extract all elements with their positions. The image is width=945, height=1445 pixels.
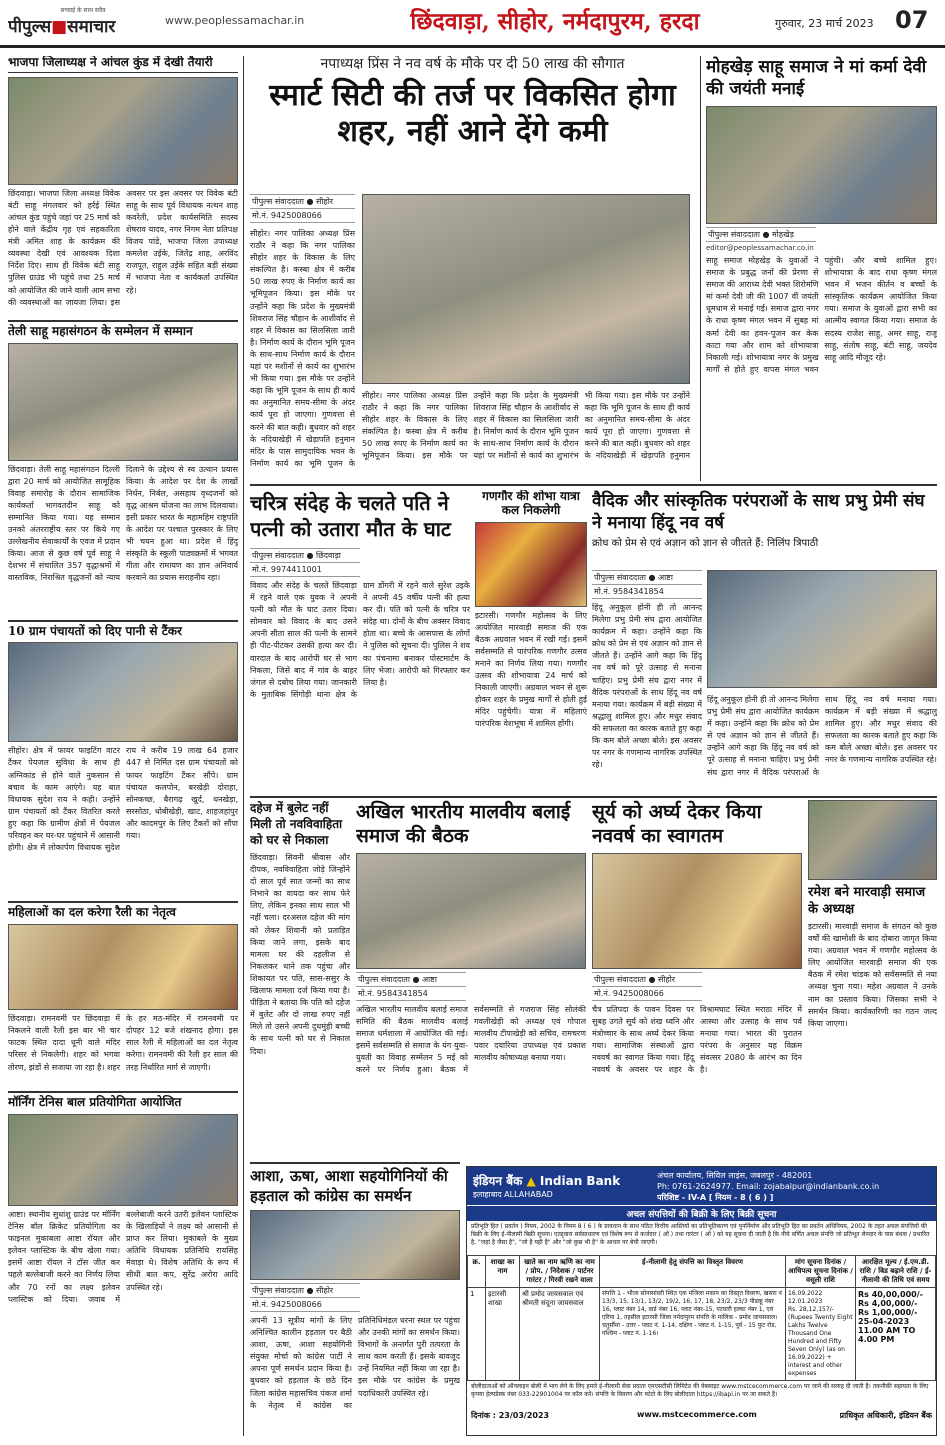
headline-bjp: भाजपा जिलाध्यक्ष ने आंचल कुंड में देखी तैयारी	[8, 56, 238, 73]
headline-teli: तेली साहू महासंगठन के सम्मेलन में सम्मान	[8, 320, 238, 339]
ramesh-story	[808, 800, 937, 1160]
row-reserve	[856, 1288, 936, 1381]
page-number: 07	[895, 6, 929, 34]
recovery-amount: Rs. 28,12,157/- (Rupees Twenty Eight Lakhs Twelve Thousand One Hundred and Fifty Seven Only) (as on 16.09.2022) + interest and other expenses	[788, 1306, 853, 1377]
bank-name-hindi: इंडियन बैंक	[473, 1174, 523, 1188]
charitra-mobile: मो.नं. 9974411001	[250, 563, 360, 577]
article-vaidik-body-1: हिंदू अनुकूल होनी ही तो आनन्द मिलेगा प्रभु प्रेमी संघ द्वारा आयोजित कार्यक्रम में कहा। उन्होंने कहा कि क्रोध को प्रेम से एवं अज्ञान को ज्ञान से जीतते हैं। उन्होंने आगे कहा कि हिंदू नव वर्ष को पूरे उत्साह से मनाना चाहिए। प्रभु प्रेमी संघ द्वारा नगर में वैदिक परंपराओं के साथ हिंदू नव वर्ष मनाया गया। कार्यक्रम में बड़ी संख्या में श्रद्धालु शामिल हुए। और मधुर संवाद की सफलता का कारक बताते हुए कहा कि कम बोले अच्छा बोले। इस अवसर पर नगर के गणमान्य नागरिक उपस्थित रहे।	[592, 603, 702, 770]
article-gangaur-body: इटारसी। गणगौर महोत्सव के लिए आयोजित मारवाड़ी समाज की एक बैठक अग्रवाल भवन में रखी गई। इसमें सर्वसम्मति से पारंपरिक गणगौर उत्सव मनाने का निर्णय लिया गया। गणगौर उत्सव की शोभायात्रा 24 मार्च को निकाली जाएगी। अग्रवाल भवन से शुरू होकर शहर के प्रमुख मार्गों से होती हुई मंदिर पहुंचेगी। यात्रा में महिलाएं पारंपरिक वेशभूषा में शामिल होंगी।	[475, 610, 587, 729]
logo-tagline: सच्चाई के साथ सदैव	[60, 7, 106, 14]
section-divider	[250, 1162, 460, 1164]
article-mahila-body: छिंदवाड़ा। रामनवमी पर छिंदवाड़ा में निकलने वाली रैली इस बार भी चार फाटक स्थित दादा धूनी वाले मंदिर परिसर से निकलेगी। शहर को भगवा तोरण, झंडों से सजाया जा रहा है। शहर के हर मठ-मंदिर में रामनवमी पर दोपहर 12 बजे शंखनाद होगा। इस साल रैली में महिलाओं का दल नेतृत्व करेगा। रामनवमी की रैली हर साल की तरह निर्धारित मार्ग से जाएगी।	[8, 1014, 238, 1072]
ad-signature: प्राधिकृत अधिकारी, इंडियन बैंक	[839, 1411, 932, 1420]
article-charitra-body: विवाद और संदेह के चलते छिंदवाड़ा में रहने वाले एक युवक ने अपनी पत्नी को मौत के घाट उतार दिया। सोमवार को विवाद के बाद उसने अपनी सीता साल की पत्नी के सामने ही पीट-पीटकर उसकी हत्या कर दी। वारदात के बाद आरोपी घर से भाग निकला, जिसे बाद में गांव के बाहर जंगल से दबोच लिया गया। जानकारी के मुताबिक सिंगोड़ी थाना क्षेत्र के ग्राम डोंगरी में रहने वाले सुरेश उइके ने अपनी 45 वर्षीय पत्नी की हत्या कर दी। पति को पत्नी के चरित्र पर संदेह था। दोनों के बीच अक्सर विवाद होता था। बच्चे के आसपास के लोगों ने पुलिस को सूचना दी। पुलिस ने शव का पंचनामा बनाकर पोस्टमार्टम के लिए भेजा। आरोपी को गिरफ्तार कर लिया है।	[250, 581, 470, 699]
photo-bjp	[8, 77, 238, 185]
article-vaidik-body-2: हिंदू अनुकूल होनी ही तो आनन्द मिलेगा प्रभु प्रेमी संघ द्वारा आयोजित कार्यक्रम में कहा। उन्होंने कहा कि क्रोध को प्रेम से एवं अज्ञान को ज्ञान से जीतते हैं। उन्होंने आगे कहा कि हिंदू नव वर्ष को पूरे उत्साह से मनाना चाहिए। प्रभु प्रेमी संघ द्वारा नगर में वैदिक परंपराओं के साथ हिंदू नव वर्ष मनाया गया। कार्यक्रम में बड़ी संख्या में श्रद्धालु शामिल हुए। और मधुर संवाद की सफलता का कारक बताते हुए कहा कि कम बोले अच्छा बोले। इस अवसर पर नगर के गणमान्य नागरिक उपस्थित रहे।	[707, 695, 937, 777]
lead-story	[250, 56, 695, 476]
asha-byline: पीपुल्स संवाददाता ● सीहोर	[250, 1283, 360, 1298]
article-malviya-body: अखिल भारतीय मालवीय बलाई समाज समिति की बैठक मालवीय बलाई समाज धर्मशाला में आयोजित की गई। इसमें सर्वसम्मति से समाज के यंग युवा-युवती का विवाह सम्मेलन 5 मई को करने पर निर्णय हुआ। बैठक में सर्वसम्मति से गजराज सिंह सोलंकी गवलीखेड़ी को अध्यक्ष एवं गोपाल मालवीय टीपाखेड़ी को सचिव, रामचरण पवार दयारिया उपाध्यक्ष एवं प्रकाश मालवीय कोषाध्यक्ष बनाया गया।	[356, 1005, 586, 1075]
headline-vaidik: वैदिक और सांस्कृतिक परंपराओं के साथ प्रभु प्रेमी संघ ने मनाया हिंदू नव वर्ष	[592, 491, 925, 533]
malviya-mobile: मो.नं. 9584341854	[356, 987, 466, 1001]
emd-amount: Rs 4,00,000/-	[858, 1299, 918, 1308]
vaidik-byline: पीपुल्स संवाददाता ● आष्टा	[592, 570, 702, 585]
gangaur-story	[475, 490, 587, 790]
lead-body-col1: सीहोर। नगर पालिका अध्यक्ष प्रिंस राठौर ने कहा कि नगर पालिका सीहोर शहर के विकास के लिए संकल्पित है। कस्बा क्षेत्र में करीब 50 लाख रुपए के निर्माण कार्य का भूमिपूजन किया। इस मौके पर उन्होंने कहा कि प्रदेश के मुख्यमंत्री शिवराज सिंह चौहान के आशीर्वाद से शहर में विकास का सिलसिला जारी है। निर्माण कार्य के दौरान भूमि पूजन के साथ-साथ निर्माण कार्य के दौरान यहां पर मशीनों से कार्य का शुभारंभ भी किया गया। इस मौके पर उन्होंने कहा कि भूमि पूजन के साथ ही कार्य का अनुमानित समय-सीमा के अंदर कार्य पूरा हो जाएगा। गुणवत्ता से करने की बात कही। बुधवार को शहर के नदियाखेड़ी में खेड़ापति हनुमान मंदिर के पास सामुदायिक भवन के निर्माण कार्य का भूमि पूजन के	[250, 229, 355, 468]
ad-date: दिनांक : 23/03/2023	[471, 1411, 550, 1420]
mohkhed-byline: पीपुल्स संवाददाता ● मोहखेड़	[706, 227, 816, 242]
surya-mobile: मो.नं. 9425008066	[592, 987, 702, 1001]
auction-date: 25-04-2023	[858, 1317, 910, 1326]
headline-charitra: चरित्र संदेह के चलते पति ने पत्नी को उतारा मौत के घाट	[250, 491, 452, 541]
surya-story	[592, 800, 802, 1160]
logo-name-1: पीपुल्स	[8, 17, 52, 37]
reserve-price: Rs 40,00,000/-	[858, 1290, 923, 1299]
surya-byline: पीपुल्स संवाददाता ● सीहोर	[592, 972, 702, 987]
bank-auction-ad	[466, 1166, 937, 1436]
photo-teli	[8, 343, 238, 461]
lead-headline: स्मार्ट सिटी की तर्ज पर विकसित होगा शहर, नहीं आने देंगे कमी	[269, 78, 676, 150]
headline-tanker: 10 ग्राम पंचायतों को दिए पानी से टैंकर	[8, 620, 238, 639]
row-branch: इटारसी शाखा	[486, 1288, 520, 1381]
lead-byline: पीपुल्स संवाददाता ● सीहोर	[250, 194, 355, 209]
photo-gangaur	[475, 522, 587, 607]
row-demand	[786, 1288, 856, 1381]
col-branch: शाखा का नाम	[486, 1256, 520, 1288]
photo-malviya	[356, 853, 586, 969]
headline-tennis: मॉर्निंग टेनिस बाल प्रतियोगिता आयोजित	[8, 1091, 238, 1110]
asha-story	[250, 1166, 460, 1436]
headline-malviya: अखिल भारतीय मालवीय बलाई समाज की बैठक	[356, 801, 571, 847]
ad-phone: Ph: 0761-2624977. Email: zojabalpur@indianbank.co.in	[657, 1182, 880, 1191]
col-demand: मांग सूचना दिनांक / आधिपत्य सूचना दिनांक / वसूली राशि	[786, 1256, 856, 1288]
article-teli-body: छिंदवाड़ा। तेली साहू महासंगठन दिल्ली द्वारा 20 मार्च को आयोजित सामूहिक विवाह समारोह के दौरान सामाजिक कार्यकर्ता भागवतदीन साहू को सम्मानित किया गया। यह सम्मान उनको अंतरराष्ट्रीय स्तर पर किये गए उल्लेखनीय सेवाकार्यों के एवज में प्रदान किया। आज से कुछ वर्ष पूर्व साहू ने देशभर में संचालित 357 वृद्धाश्रमों में वास्तविक, निराश्रित वृद्धजनों को न्याय दिलाने के उद्देश्य से स्व उत्थान प्रयास किया। के आदेश पर देश के लाखों निर्धन, निर्बल, असहाय वृध्दजनों को वृद्ध आश्रम योजना का लाभ दिलवाया। इसी प्रकार भारत के महामहिम राष्ट्रपति के आदेश पर पश्चात पुरस्कार के लिए भी चयन हुआ था। प्रदेश में हिंदू संस्कृति के स्कूली पाठ्यक्रमों में भगवत गीता और रामायण का ज्ञान अनिवार्य करवाने का प्रयास सराहनीय रहा।	[8, 464, 238, 583]
charitra-story	[250, 490, 470, 790]
vaidik-story	[592, 490, 937, 790]
section-divider	[250, 796, 937, 798]
lead-body-col2: सीहोर। नगर पालिका अध्यक्ष प्रिंस राठौर ने कहा कि नगर पालिका सीहोर शहर के विकास के लिए संकल्पित है। कस्बा क्षेत्र में करीब 50 लाख रुपए के निर्माण कार्य का भूमिपूजन किया। इस मौके पर उन्होंने कहा कि प्रदेश के मुख्यमंत्री शिवराज सिंह चौहान के आशीर्वाद से शहर में विकास का सिलसिला जारी है। निर्माण कार्य के दौरान भूमि पूजन के साथ-साथ निर्माण कार्य के दौरान यहां पर मशीनों से कार्य का शुभारंभ भी किया गया। इस मौके पर उन्होंने कहा कि भूमि पूजन के साथ ही कार्य का अनुमानित समय-सीमा के अंदर कार्य पूरा हो जाएगा। गुणवत्ता से करने की बात कही। बुधवार को शहर के नदियाखेड़ी में खेड़ापति हनुमान	[362, 391, 690, 461]
edition-title: छिंदवाड़ा, सीहोर, नर्मदापुरम, हरदा	[410, 8, 700, 35]
photo-tennis	[8, 1114, 238, 1206]
article-mohkhed-body: साहू समाज मोहखेड़ के युवाओं ने समाज के प्रबुद्ध जनों की प्रेरणा से समाज की आराध्य देवी भक्त शिरोमणि मां कर्मा देवी जी की 1007 वीं जयंती धूमधाम से मनाई गई। समाज द्वारा नगर के राधा कृष्ण मंगल भवन में सुबह मां कर्मा देवी का हवन-पूजन कर केक काटा गया और शाम को शोभायात्रा निकाली गई। शोभायात्रा नगर के प्रमुख मार्गों से होते हुए वापस मंगल भवन पहुंची। और बच्चे शामिल हुए। शोभायात्रा के बाद राधा कृष्ण मंगल भवन में भजन कीर्तन व बच्चों के सांस्कृतिक कार्यक्रम आयोजित किया गया। समाज के युवाओं द्वारा सभी का आत्मीय स्वागत किया गया। समाज के सदस्य राजेश साहू, अमर साहू, राजू साहू, संतोष साहू, बंटी साहू, जयदेव साहू आदि मौजूद रहे।	[706, 256, 937, 374]
photo-asha	[250, 1210, 460, 1280]
ad-notice-title: अचल संपत्तियों की बिक्री के लिए बिक्री सूचना	[467, 1205, 936, 1221]
ad-office: अंचल कार्यालय, सिविल लाइंस, जबलपुर - 482001	[657, 1171, 813, 1180]
logo-name-2: समाचार	[67, 17, 116, 37]
article-asha-body: अपनी 13 सूत्रीय मांगों के लिए अनिश्चित कालीन हड़ताल पर बैठी आशा, ऊषा, आशा सहयोगिनी संयुक्त मोर्चा को कांग्रेस पार्टी ने अपना पूर्ण समर्थन प्रदान किया है। बुधवार को हड़ताल के छठे दिन जिला कांग्रेस महासचिव पंकज शर्मा के नेतृत्व में कांग्रेस का प्रतिनिधिमंडल धरना स्थल पर पहुंचा और उनकी मांगों का समर्थन किया। विभागों के अन्तर्गत पुरी तत्परता के साथ काम करती हैं। इसके बावजूद उन्हें नियमित नहीं किया जा रहा है। इस मौके पर कांग्रेस के प्रमुख पदाधिकारी उपस्थित रहे।	[250, 1316, 460, 1410]
col-reserve: आरक्षित मूल्य / ई.एम.डी. राशि / बिड बढ़ाने राशि / ई-नीलामी की तिथि एवं समय	[856, 1256, 936, 1288]
mohkhed-email[interactable]: editor@peoplessamachar.co.in	[706, 244, 814, 252]
newspaper-logo: सच्चाई के साथ सदैव पीपुल्स■समाचार	[8, 6, 158, 38]
photo-smartcity	[362, 194, 690, 384]
col-property: ई-नीलामी हेतु संपत्ति का विस्तृत विवरण	[600, 1256, 786, 1288]
article-tennis-body: आष्टा। स्थानीय सुधांशु ग्राउंड पर मॉर्निंग टेनिस बॉल क्रिकेट प्रतियोगिता का फाइनल मुकाबला आष्टा रॉयल और इलेवन प्लास्टिक के बीच खेला गया। इसमें आष्टा रॉयल ने टॉस जीत कर पहले बल्लेबाजी करने का निर्णय लिया और 70 रनों का लक्ष्य इलेवन प्लास्टिक को दिया। जवाब में बल्लेबाजी करने उतरी इलेवन प्लास्टिक के खिलाड़ियों ने लक्ष्य को आसानी से प्राप्त कर लिया। मुकाबले के मुख्य अतिथि विधायक प्रतिनिधि रायसिंह मेवाड़ा थे। विशेष अतिथि के रूप में सीधी बात कप, सुरेंद्र अरोरा आदि उपस्थित रहे।	[8, 1209, 238, 1304]
charitra-byline: पीपुल्स संवाददाता ● छिंदवाड़ा	[250, 548, 360, 563]
bank-name-english: Indian Bank	[539, 1174, 621, 1188]
auction-table	[467, 1255, 936, 1381]
photo-mahila	[8, 924, 238, 1010]
col-borrower: खाते का नाम ऋणि का नाम / प्रोप. / निदेशक / पार्टनर गारंटर / गिरवी रखने वाला	[520, 1256, 600, 1288]
headline-mahila: महिलाओं का दल करेगा रैली का नेतृत्व	[8, 901, 238, 920]
row-sno: 1	[468, 1288, 486, 1381]
asha-mobile: मो.नं. 9425008066	[250, 1298, 360, 1312]
headline-surya: सूर्य को अर्घ्य देकर किया नववर्ष का स्वागतम	[592, 801, 762, 847]
dahej-story	[250, 800, 350, 1160]
row-property: संपत्ति 1 - भौजा सोनासांवरी स्थित एक मंजिला मकान का विस्तृत विवरण, खसरा नं 13/3, 15, 13/1, 13/2, 19/2, 16, 17, 18, 23/2, 23/3 पीडव्हू नंबर 16, प्लाट नंबर 14, वार्ड नंबर 16, प्लाट नंबर-15, पटवारी हल्का नंबर 1, एवं एरिया 1, तहसील इटारसी जिला नर्मदापुरम संपत्ति के मालिक - प्रमोद जायसवाल। चतुर्सीमा - उत्तर - प्लाट नं. 1-14, दक्षिण - प्लाट नं. 1-15, पूर्व - 15 फुट रोड, पश्चिम - प्लाट नं. 1-16।	[600, 1288, 786, 1381]
lead-mobile: मो.नं. 9425008066	[250, 209, 355, 223]
allahabad-logo: इलाहाबाद ALLAHABAD	[473, 1190, 553, 1199]
col-sno: क्र.	[468, 1256, 486, 1288]
column-divider	[243, 56, 244, 1436]
bid-increment: Rs 1,00,000/-	[858, 1308, 918, 1317]
photo-surya	[592, 853, 802, 969]
mohkhed-story	[706, 56, 937, 481]
article-bjp-body: छिंदवाड़ा। भाजपा जिला अध्यक्ष विवेक बंटी साहू मंगलवार को हर्रई स्थित आंचल कुंड पहुंचे जहां पर 25 मार्च को होने वाले केंद्रीय गृह एवं सहकारिता मंत्री अमित शाह के कार्यक्रम की व्यवस्था देखी एवं आवश्यक दिशा निर्देश दिए। साथ ही विवेक बंटी साहू पुलिस ग्राउंड भी पहुंचे तथा 25 मार्च को आयोजित की जाने वाली आम सभा की व्यवस्थाओं का जायजा लिया। इस अवसर पर इस अवसर पर विवेक बंटी साहू के साथ पूर्व विधायक नत्थन शाह कवरेती, प्रदेश कार्यसमिति सदस्य शेषराव यादव, नगर निगम नेता प्रतिपक्ष विजय पांडे, भाजपा जिला उपाध्यक्ष कमलेश उईके, जितेंद्र शाह, अरविंद राजपूत, राहुल उईके सहित बड़ी संख्या में भाजपा नेता व कार्यकर्ता उपस्थित रहे।	[8, 188, 238, 307]
vaidik-subhead: क्रोध को प्रेम से एवं अज्ञान को ज्ञान से जीतते हैं: निलिंप त्रिपाठी	[592, 538, 819, 549]
article-dahej-body: छिंदवाड़ा। सिवनी श्रीवास और दीपक, नवविवाहिता जोड़े जिन्होंने दो साल पूर्व सात जन्मों का साथ निभाने का वायदा कर साथ फेरे लिए, लेकिन इनका साथ साल भी नहीं चला। दरअसल दहेज की मांग को लेकर शिवानी को प्रताड़ित किया जाने लगा, इसके बाद मामला घर की दहलीज से निकलकर थाने तक पहुंचा और शिकायत पर पति, सास-ससुर के खिलाफ मामला दर्ज किया गया है। पीड़िता ने बताया कि पति को दहेज में बुलेट और दो लाख रुपए नहीं मिले तो उसने अपनी दुधमुंही बच्ची के साथ पत्नी को घर से निकाल दिया।	[250, 853, 350, 1056]
column-divider	[700, 56, 701, 481]
photo-ramesh	[808, 800, 937, 880]
website-link[interactable]: www.peoplessamachar.in	[165, 14, 305, 27]
article-tanker-body: सीहोर। क्षेत्र में फायर फाइटिंग वाटर टैंकर पेयजल सुविधा के साथ ही अग्निकांड से होने वाले नुकसान से बचाव के काम आएंगे। यह बात विधायक सुदेश राय ने कही। उन्होंने ग्राम पंचायतों को टैंकर वितरित करते हुए कहा कि ग्रामीण क्षेत्रों में पेयजल परिवहन कर घर-घर पहुंचाने में आसानी होगी। क्षेत्र में लोकार्पण विधायक सुदेश राय ने करीब 19 लाख 64 हजार 447 से निर्मित दस ग्राम पंचायतों को फायर फाइटिंग टैंकर सौंपे। ग्राम पंचायत कलपोन, बरखेड़ी दोराहा, सोनकच्छ, बैरागढ़ खुर्द, थनखेड़ा, सरसोठा, धोबीखेड़ी, खाट, शाहजहांपुर और कादमपुर के लिए टैंकरों को सौंपा गया।	[8, 746, 238, 853]
possession-date: 12.01.2023	[788, 1298, 823, 1305]
auction-time: 11.00 AM TO 4.00 PM	[858, 1326, 916, 1344]
section-divider	[250, 484, 937, 486]
photo-tanker	[8, 642, 238, 742]
demand-date: 16.09.2022	[788, 1290, 823, 1297]
malviya-byline: पीपुल्स संवाददाता ● आष्टा	[356, 972, 466, 987]
photo-mohkhed	[706, 106, 937, 224]
vaidik-mobile: मो.नं. 9584341854	[592, 585, 702, 599]
headline-asha: आशा, ऊषा, आशा सहयोगिनियों की हड़ताल को कांग्रेस का समर्थन	[250, 1167, 448, 1205]
ad-appendix: परिशिष्ट - IV-A [ नियम - 8 ( 6 ) ]	[657, 1193, 774, 1202]
left-column	[8, 56, 238, 1436]
headline-ramesh: रमेश बने मारवाड़ी समाज के अध्यक्ष	[808, 885, 926, 917]
ad-site-link[interactable]: www.mstcecommerce.com	[637, 1410, 757, 1419]
article-ramesh-body: इटारसी। मारवाड़ी समाज के संगठन को कुछ वर्षों की खामोशी के बाद दोबारा जागृत किया गया। अग्रवाल भवन में गणगौर महोत्सव के लिए आयोजित मारवाड़ी समाज की एक बैठक में रमेश चांडक को सर्वसम्मति से नया अध्यक्ष चुना गया। महेश अग्रवाल ने उनके नाम का प्रस्ताव किया। जिसका सभी ने समर्थन किया। कार्यकारिणी का गठन जल्द किया जाएगा।	[808, 922, 937, 1028]
masthead	[0, 0, 945, 48]
row-borrower: श्री प्रमोद जायसवाल एवं श्रीमती संदूना जायसवाल	[520, 1288, 600, 1381]
ad-header: इंडियन बैंक ▲ Indian Bank इलाहाबाद ALLAHABAD अंचल कार्यालय, सिविल लाइंस, जबलपुर - 482001 Ph: 0761-2624977. Email: zojabalpur@indianbank.co.in परिशिष्ट - IV-A [ नियम - 8 ( 6 ) ]	[467, 1167, 936, 1205]
photo-vaidik	[707, 570, 937, 688]
table-row	[468, 1288, 936, 1381]
lead-kicker: नपाध्यक्ष प्रिंस ने नव वर्ष के मौके पर दी 50 लाख की सौगात	[320, 56, 625, 72]
headline-mohkhed: मोहखेड़ साहू समाज ने मां कर्मा देवी की जयंती मनाई	[706, 57, 927, 99]
ad-footer-text: बोलीदाताओं को ऑनलाइन बोली में भाग लेने के लिए हमारे ई-नीलामी सेवा प्रदाता एमएसटीसी लिमिटेड की वेबसाइट www.mstcecommerce.com पर जाने की सलाह दी जाती है। तकनीकी सहायता के लिए कृपया हेल्पडेस्क नंबर 033-22901004 पर कॉल करें। संपत्ति के विवरण और फोटो के लिए बोलीदाता https://ibapi.in पर जा सकते हैं।	[471, 1383, 929, 1398]
headline-dahej: दहेज में बुलेट नहीं मिली तो नवविवाहिता को घर से निकाला	[250, 801, 343, 847]
article-surya-body: चैत्र प्रतिपदा के पावन दिवस पर सुबह उगते सूर्य को शंख ध्वनि और मंत्रोच्चार के साथ अर्घ्य देकर किया गया। सामाजिक संस्थाओं द्वारा नववर्ष का स्वागत किया गया। हिंदू नववर्ष के अवसर पर शहर के विश्रामघाट स्थित मराठा मंदिर में आस्था और उत्साह के साथ पर्व मनाया गया। भारत की पुरातन परंपरा के अनुसार यह विक्रम संवत्सर 2080 के आरंभ का दिन है।	[592, 1005, 802, 1075]
ad-intro: प्रतिभूति हित ( प्रवर्तन ) नियम, 2002 के नियम 8 ( 6 ) के प्रावधान के साथ पठित वित्तीय आस्तियों का प्रतिभूतिकरण एवं पुनर्निर्माण और प्रतिभूति हित का प्रवर्तन अधिनियम, 2002 के तहत अचल संपत्तियों की बिक्री के लिए ई-नीलामी बिक्री सूचना। एतद्द्वारा सर्वसाधारण एवं विशेष रूप से कर्जदार ( ओं ) तथा गारंटर ( ओं ) को यह सूचना दी जाती है कि नीचे वर्णित अचल संपत्ति जो प्रतिभूत लेनदार के पास बंधक / प्रभारित है, "जहां है जैसा है", "जो है यही है" और "जो कुछ भी है" के आधार पर बेची जाएगी।	[471, 1223, 930, 1246]
issue-date: गुरुवार, 23 मार्च 2023	[775, 17, 874, 30]
malviya-story	[356, 800, 586, 1160]
headline-gangaur: गणगौर की शोभा यात्रा कल निकलेगी	[482, 490, 580, 517]
ad-contact	[657, 1170, 932, 1203]
